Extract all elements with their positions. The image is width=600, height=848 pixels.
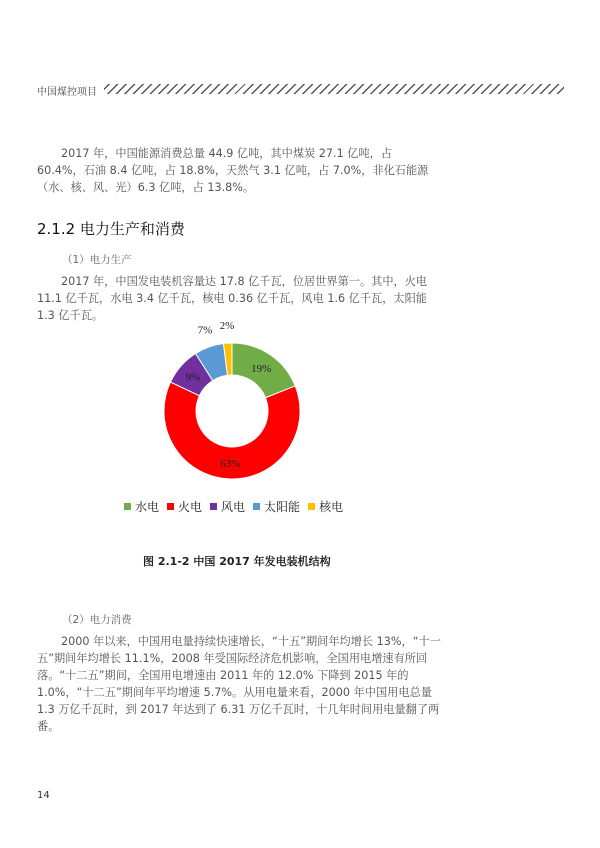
legend-swatch-2	[210, 503, 217, 510]
power-production-paragraph: 2017 年，中国发电装机容量达 17.8 亿千瓦，位居世界第一。其中，火电 11.1 亿千瓦，水电 3.4 亿千瓦，核电 0.36 亿千瓦，风电 1.6 亿千瓦，太阳能 1.3 亿千瓦。	[37, 275, 428, 322]
section-title: 2.1.2 电力生产和消费	[37, 220, 185, 238]
sub-heading-power-production: （1）电力生产	[62, 254, 132, 266]
legend-item-4	[308, 498, 343, 515]
donut-label-3: 7%	[197, 324, 213, 337]
legend-label-0: 水电	[135, 500, 160, 514]
power-consumption-paragraph: 2000 年以来，中国用电量持续快速增长，“十五”期间年均增长 13%，“十一五”期间年均增长 11.1%，2008 年受国际经济危机影响，全国用电增速有所回落。“十二五”期间，全国用电增速由 2011 年的 12.0% 下降到 2015 年的 1.0%，“十二五”期间年平均增速 5.7%。从用电量来看，2000 年中国用电总量 1.3 万亿千瓦时，到 2017 年达到了 6.31 万亿千瓦时，十几年时间用电量翻了两番。	[37, 635, 441, 733]
donut-label-1: 63%	[220, 457, 241, 470]
donut-label-0: 19%	[251, 362, 272, 375]
legend-swatch-1	[167, 503, 174, 510]
chart-legend	[124, 498, 351, 515]
legend-item-2	[210, 498, 245, 515]
legend-swatch-3	[253, 503, 260, 510]
header-label: 中国煤控项目	[37, 87, 97, 98]
donut-label-4: 2%	[219, 320, 235, 333]
legend-label-3: 太阳能	[264, 500, 301, 514]
sub-heading-power-consumption: （2）电力消费	[62, 614, 132, 626]
legend-label-1: 火电	[178, 500, 203, 514]
legend-swatch-0	[124, 503, 131, 510]
header-hatch-decoration	[104, 84, 564, 94]
page-number: 14	[37, 790, 50, 801]
intro-paragraph: 2017 年，中国能源消费总量 44.9 亿吨，其中煤炭 27.1 亿吨，占 60.4%，石油 8.4 亿吨，占 18.8%，天然气 3.1 亿吨，占 7.0%，非化石能源（水、核、风、光）6.3 亿吨，占 13.8%。	[37, 147, 429, 194]
legend-item-1	[167, 498, 202, 515]
legend-label-2: 风电	[221, 500, 246, 514]
donut-chart	[150, 320, 350, 505]
donut-label-2: 9%	[185, 371, 201, 384]
donut-chart-svg	[150, 320, 350, 505]
figure-caption: 图 2.1-2 中国 2017 年发电装机结构	[143, 555, 331, 568]
legend-item-0	[124, 498, 159, 515]
legend-label-4: 核电	[319, 500, 344, 514]
legend-swatch-4	[308, 503, 315, 510]
legend-item-3	[253, 498, 300, 515]
